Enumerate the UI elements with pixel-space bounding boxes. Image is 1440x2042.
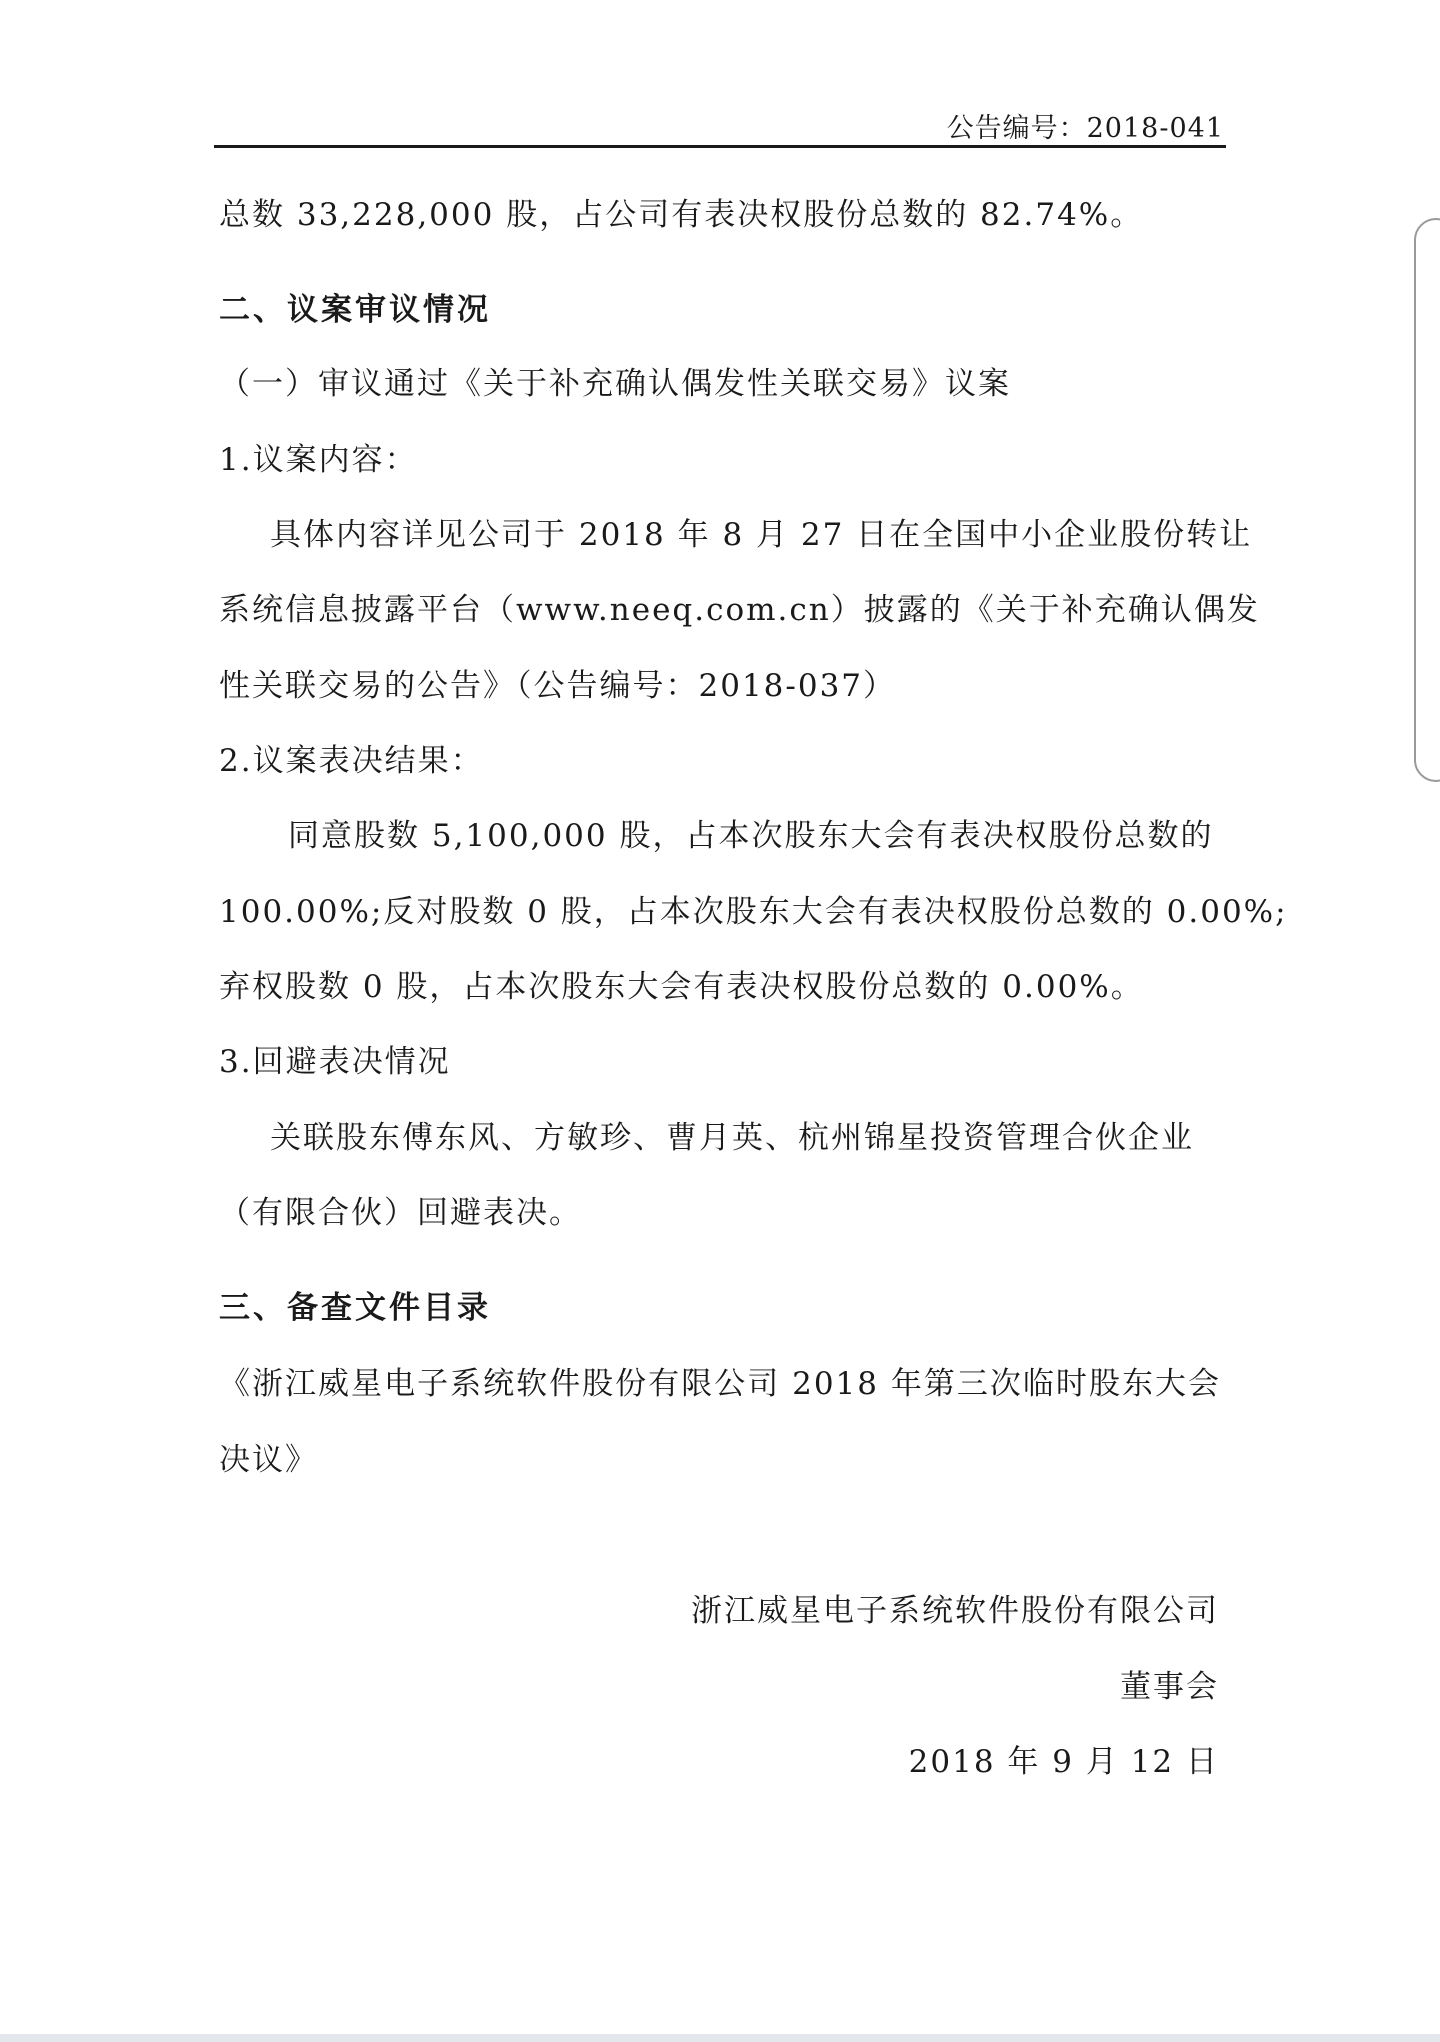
item-1-avoid-line-1: 关联股东傅东风、方敏珍、曹月英、杭州锦星投资管理合伙企业 xyxy=(270,1120,1194,1156)
item-1-avoid-line-2: （有限合伙）回避表决。 xyxy=(219,1195,582,1231)
section-2-heading: 二、议案审议情况 xyxy=(219,292,491,328)
item-1-content-label: 1.议案内容： xyxy=(219,442,418,478)
item-1-content-line-1: 具体内容详见公司于 2018 年 8 月 27 日在全国中小企业股份转让 xyxy=(270,517,1253,553)
signature-board: 董事会 xyxy=(1120,1669,1219,1705)
item-1-result-line-2: 100.00%;反对股数 0 股，占本次股东大会有表决权股份总数的 0.00%; xyxy=(219,894,1288,930)
item-1-result-line-3: 弃权股数 0 股，占本次股东大会有表决权股份总数的 0.00%。 xyxy=(219,969,1144,1005)
bottom-edge-bar xyxy=(0,2034,1440,2042)
signature-date: 2018 年 9 月 12 日 xyxy=(908,1744,1219,1780)
item-1-content-line-3: 性关联交易的公告》（公告编号：2018-037） xyxy=(219,668,897,704)
item-1-content-line-2: 系统信息披露平台（www.neeq.com.cn）披露的《关于补充确认偶发 xyxy=(219,592,1260,628)
total-shares-line: 总数 33,228,000 股，占公司有表决权股份总数的 82.74%。 xyxy=(219,197,1144,233)
section-3-heading: 三、备查文件目录 xyxy=(219,1290,491,1326)
item-1-avoid-label: 3.回避表决情况 xyxy=(219,1044,451,1080)
item-1-title: （一）审议通过《关于补充确认偶发性关联交易》议案 xyxy=(219,366,1011,402)
page-curl-scroll-handle[interactable] xyxy=(1414,218,1440,782)
signature-company: 浙江威星电子系统软件股份有限公司 xyxy=(691,1593,1219,1629)
reference-docs-line-2: 决议》 xyxy=(219,1442,318,1478)
item-1-result-label: 2.议案表决结果： xyxy=(219,743,484,779)
announcement-number: 公告编号：2018-041 xyxy=(946,113,1224,144)
reference-docs-line-1: 《浙江威星电子系统软件股份有限公司 2018 年第三次临时股东大会 xyxy=(219,1366,1221,1402)
header-divider xyxy=(214,145,1226,148)
item-1-result-line-1: 同意股数 5,100,000 股，占本次股东大会有表决权股份总数的 xyxy=(288,818,1214,854)
